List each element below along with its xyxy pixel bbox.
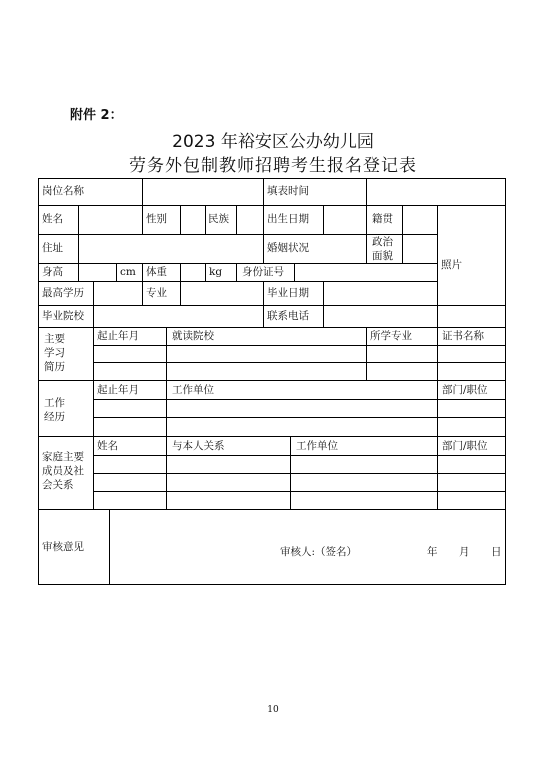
review-month-label: 月 — [459, 546, 470, 558]
rule — [263, 281, 264, 306]
label-height-unit: cm — [120, 266, 136, 278]
rule — [38, 327, 506, 328]
rule — [38, 178, 39, 585]
rule — [205, 263, 206, 282]
rule — [38, 436, 506, 437]
label-height: 身高 — [42, 266, 63, 278]
rule — [38, 281, 437, 282]
rule — [38, 178, 506, 179]
review-year-label: 年 — [427, 546, 438, 558]
rule — [142, 263, 143, 282]
rule — [38, 380, 506, 381]
label-ethnicity: 民族 — [208, 213, 229, 225]
rule — [263, 234, 264, 264]
study-col-period: 起止年月 — [97, 330, 139, 342]
rule — [205, 205, 206, 235]
study-col-certificate: 证书名称 — [442, 330, 484, 342]
rule — [142, 205, 143, 235]
label-graduation-date: 毕业日期 — [267, 287, 309, 299]
label-political-status: 政治面貌 — [372, 236, 393, 263]
rule — [323, 281, 324, 306]
rule — [366, 178, 367, 206]
rule — [93, 281, 94, 306]
family-col-department: 部门/职位 — [442, 440, 488, 452]
study-section-label: 主要学习简历 — [44, 333, 65, 374]
rule — [78, 205, 79, 235]
rule — [93, 491, 506, 492]
review-label: 审核意见 — [42, 541, 84, 553]
work-section-label: 工作经历 — [44, 397, 65, 424]
rule — [294, 263, 295, 282]
family-col-employer: 工作单位 — [296, 440, 338, 452]
family-col-relation: 与本人关系 — [172, 440, 225, 452]
rule — [290, 436, 291, 510]
rule — [78, 234, 79, 264]
label-birth-date: 出生日期 — [267, 213, 309, 225]
rule — [109, 509, 110, 585]
label-id-number: 身份证号 — [242, 266, 284, 278]
family-col-name: 姓名 — [97, 440, 118, 452]
rule — [236, 263, 237, 282]
label-weight: 体重 — [146, 266, 167, 278]
label-weight-unit: kg — [209, 266, 223, 278]
rule — [142, 178, 143, 206]
rule — [166, 436, 167, 510]
rule — [93, 473, 506, 474]
rule — [93, 455, 506, 456]
study-col-major: 所学专业 — [370, 330, 412, 342]
rule — [38, 305, 506, 306]
rule — [166, 380, 167, 437]
work-col-department: 部门/职位 — [442, 384, 488, 396]
page-subtitle: 劳务外包制教师招聘考生报名登记表 — [129, 156, 417, 176]
rule — [236, 205, 237, 235]
page-title: 2023 年裕安区公办幼儿园 — [172, 132, 374, 152]
rule — [180, 281, 181, 306]
rule — [263, 178, 264, 206]
label-position: 岗位名称 — [42, 185, 84, 197]
label-native-place: 籍贯 — [372, 213, 393, 225]
rule — [366, 234, 367, 264]
label-major: 专业 — [146, 287, 167, 299]
label-fill-time: 填表时间 — [267, 185, 309, 197]
rule — [93, 380, 94, 437]
rule — [366, 205, 367, 235]
rule — [116, 263, 117, 282]
rule — [437, 205, 438, 328]
label-education: 最高学历 — [42, 287, 84, 299]
rule — [366, 327, 367, 381]
rule — [93, 399, 506, 400]
rule — [93, 417, 506, 418]
rule — [323, 305, 324, 328]
rule — [263, 205, 264, 235]
rule — [78, 263, 79, 282]
label-marital-status: 婚姻状况 — [267, 242, 309, 254]
study-col-school: 就读院校 — [172, 330, 214, 342]
attachment-label: 附件 2： — [70, 108, 123, 123]
reviewer-signature-label: 审核人:（签名） — [280, 546, 358, 558]
rule — [402, 205, 403, 235]
label-photo: 照片 — [441, 259, 462, 271]
label-address: 住址 — [42, 242, 63, 254]
work-col-employer: 工作单位 — [172, 384, 214, 396]
rule — [93, 327, 94, 381]
rule — [323, 205, 324, 235]
rule — [437, 436, 438, 510]
rule — [166, 327, 167, 381]
rule — [437, 327, 438, 381]
rule — [180, 205, 181, 235]
review-day-label: 日 — [491, 546, 502, 558]
rule — [402, 234, 403, 264]
rule — [93, 436, 94, 510]
rule — [437, 380, 438, 437]
rule — [263, 305, 264, 328]
rule — [180, 263, 181, 282]
page-number: 10 — [267, 705, 279, 715]
rule — [93, 362, 506, 363]
work-col-period: 起止年月 — [97, 384, 139, 396]
family-section-label: 家庭主要成员及社会关系 — [42, 451, 84, 492]
label-phone: 联系电话 — [267, 310, 309, 322]
rule — [142, 281, 143, 306]
label-name: 姓名 — [42, 213, 63, 225]
label-gender: 性别 — [146, 213, 167, 225]
rule — [38, 205, 506, 206]
rule — [93, 305, 94, 328]
label-school: 毕业院校 — [42, 310, 84, 322]
rule — [505, 178, 506, 585]
rule — [93, 345, 506, 346]
